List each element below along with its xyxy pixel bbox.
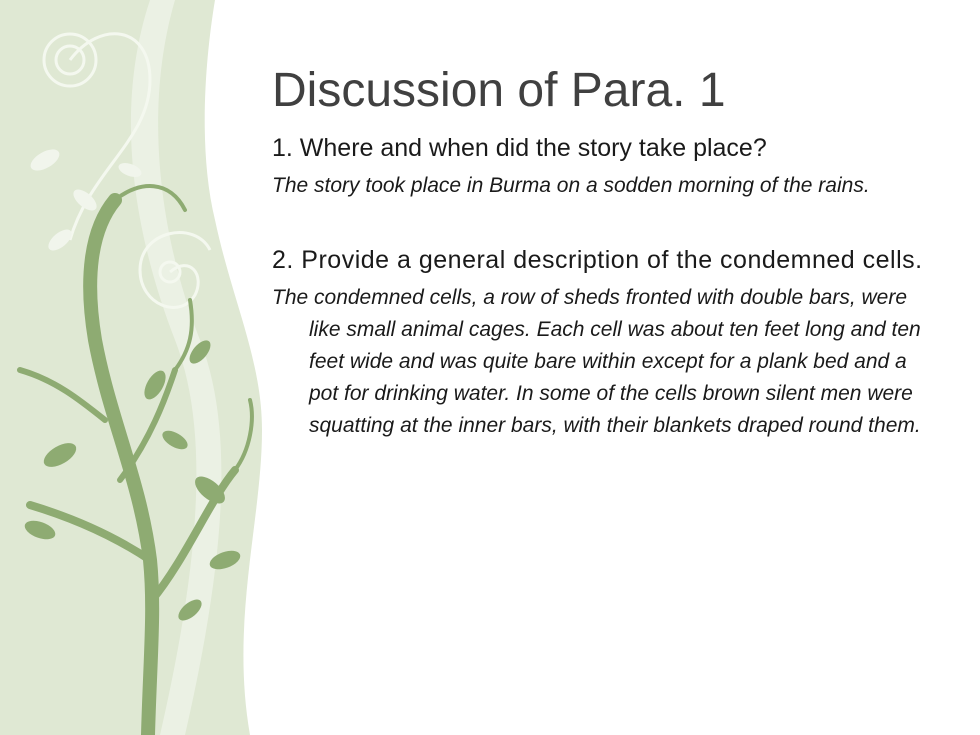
discussion-item-1 [272,130,924,202]
answer-2: The condemned cells, a row of sheds fronted with double bars, were like small animal cages. Each cell was about ten feet long and ten feet wide and was quite bare within except for a plank bed and a pot for drinking water. In some of the cells brown silent men were squatting at the inner bars, with their blankets draped round them. [272,286,921,437]
slide-title: Discussion of Para. 1 [272,64,726,117]
question-1: 1. Where and when did the story take place? [272,134,767,162]
answer-1: The story took place in Burma on a sodden morning of the rains. [272,174,870,197]
spacer [272,202,924,242]
discussion-item-2 [272,242,924,442]
background-panel [0,0,262,735]
slide-content [272,62,924,442]
question-2: 2. Provide a general description of the condemned cells. [272,246,923,274]
